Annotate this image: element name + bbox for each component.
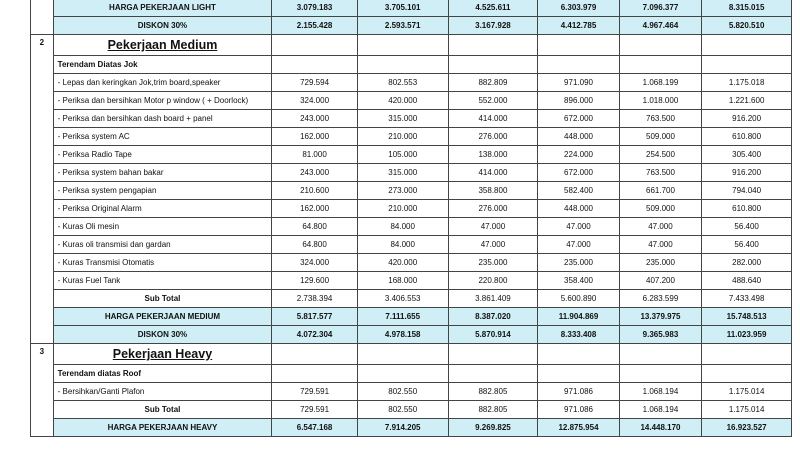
price-cell: 15.748.513 [702,308,792,326]
item-row [31,110,792,128]
empty-cell [619,56,701,74]
price-cell: 3.861.409 [448,290,538,308]
empty-cell [357,56,448,74]
price-cell: 2.155.428 [272,17,358,35]
item-description: - Periksa dan bersihkan Motor p window ( + Doorlock) [53,92,272,110]
price-cell: 7.433.498 [702,290,792,308]
item-row [31,218,792,236]
price-cell: 509.000 [619,128,701,146]
price-cell: 235.000 [448,254,538,272]
empty-cell [272,344,358,365]
price-cell: 56.400 [702,218,792,236]
price-cell: 420.000 [357,92,448,110]
price-cell: 1.068.194 [619,401,701,419]
section-title-row [31,35,792,56]
item-description: - Kuras Transmisi Otomatis [53,254,272,272]
price-cell: 2.593.571 [357,17,448,35]
section-title: Pekerjaan Heavy [53,344,272,365]
empty-cell [702,344,792,365]
item-description: - Kuras Oli mesin [53,218,272,236]
section-subheading-row [31,56,792,74]
item-description: - Periksa system pengapian [53,182,272,200]
price-cell: 802.553 [357,74,448,92]
price-cell: 315.000 [357,164,448,182]
price-cell: 276.000 [448,128,538,146]
price-cell: 243.000 [272,110,358,128]
price-cell: 8.333.408 [538,326,619,344]
empty-cell [538,35,619,56]
price-cell: 129.600 [272,272,358,290]
price-cell: 9.365.983 [619,326,701,344]
price-cell: 84.000 [357,218,448,236]
empty-cell [619,35,701,56]
price-cell: 138.000 [448,146,538,164]
empty-cell [538,365,619,383]
price-cell: 273.000 [357,182,448,200]
price-cell: 47.000 [448,218,538,236]
price-cell: 407.200 [619,272,701,290]
price-cell: 610.800 [702,200,792,218]
item-row [31,164,792,182]
item-row [31,146,792,164]
price-cell: 448.000 [538,128,619,146]
subtotal-row [31,290,792,308]
price-cell: 11.904.869 [538,308,619,326]
price-cell: 162.000 [272,200,358,218]
empty-cell [357,35,448,56]
price-cell: 420.000 [357,254,448,272]
item-description: - Kuras oli transmisi dan gardan [53,236,272,254]
item-description: - Periksa Radio Tape [53,146,272,164]
diskon-row [31,17,792,35]
harga-label: HARGA PEKERJAAN HEAVY [53,419,272,437]
price-cell: 358.400 [538,272,619,290]
price-cell: 1.018.000 [619,92,701,110]
price-cell: 1.175.018 [702,74,792,92]
price-cell: 5.817.577 [272,308,358,326]
price-cell: 488.640 [702,272,792,290]
harga-row [31,308,792,326]
price-cell: 6.283.599 [619,290,701,308]
empty-cell [538,344,619,365]
price-cell: 552.000 [448,92,538,110]
harga-row [31,419,792,437]
empty-cell [702,56,792,74]
price-cell: 882.809 [448,74,538,92]
diskon-label: DISKON 30% [53,326,272,344]
empty-cell [702,35,792,56]
price-cell: 305.400 [702,146,792,164]
price-cell: 162.000 [272,128,358,146]
price-cell: 3.406.553 [357,290,448,308]
subtotal-label: Sub Total [53,290,272,308]
diskon-label: DISKON 30% [53,17,272,35]
price-cell: 414.000 [448,164,538,182]
section-subheading-row [31,365,792,383]
price-cell: 11.023.959 [702,326,792,344]
price-cell: 6.303.979 [538,0,619,17]
item-description: - Bersihkan/Ganti Plafon [53,383,272,401]
empty-cell [272,35,358,56]
price-cell: 729.591 [272,383,358,401]
price-table-body [31,0,792,437]
price-cell: 4.412.785 [538,17,619,35]
price-cell: 235.000 [538,254,619,272]
price-cell: 56.400 [702,236,792,254]
empty-cell [357,344,448,365]
item-row [31,200,792,218]
harga-row [31,0,792,17]
price-cell: 882.805 [448,401,538,419]
price-cell: 47.000 [538,236,619,254]
price-cell: 971.086 [538,383,619,401]
price-cell: 9.269.825 [448,419,538,437]
price-cell: 13.379.975 [619,308,701,326]
empty-cell [702,365,792,383]
price-cell: 324.000 [272,254,358,272]
price-cell: 763.500 [619,110,701,128]
price-cell: 7.096.377 [619,0,701,17]
price-cell: 414.000 [448,110,538,128]
price-cell: 763.500 [619,164,701,182]
item-row [31,236,792,254]
subtotal-row [31,401,792,419]
price-cell: 64.800 [272,218,358,236]
price-cell: 6.547.168 [272,419,358,437]
price-cell: 802.550 [357,383,448,401]
price-cell: 5.870.914 [448,326,538,344]
price-cell: 12.875.954 [538,419,619,437]
price-cell: 168.000 [357,272,448,290]
empty-cell [448,344,538,365]
price-cell: 610.800 [702,128,792,146]
price-cell: 81.000 [272,146,358,164]
section-number: 3 [31,344,54,437]
price-cell: 254.500 [619,146,701,164]
price-cell: 1.175.014 [702,401,792,419]
harga-label: HARGA PEKERJAAN MEDIUM [53,308,272,326]
section-number: 2 [31,35,54,344]
price-cell: 1.175.014 [702,383,792,401]
empty-cell [272,56,358,74]
price-cell: 220.800 [448,272,538,290]
price-cell: 1.068.194 [619,383,701,401]
price-cell: 105.000 [357,146,448,164]
price-cell: 794.040 [702,182,792,200]
price-cell: 916.200 [702,110,792,128]
section-subheading: Terendam diatas Roof [53,365,272,383]
price-cell: 210.000 [357,128,448,146]
price-cell: 16.923.527 [702,419,792,437]
price-cell: 3.167.928 [448,17,538,35]
price-cell: 4.978.158 [357,326,448,344]
item-description: - Lepas dan keringkan Jok,trim board,speaker [53,74,272,92]
price-cell: 8.387.020 [448,308,538,326]
price-cell: 358.800 [448,182,538,200]
price-cell: 448.000 [538,200,619,218]
item-row [31,92,792,110]
item-description: - Periksa dan bersihkan dash board + panel [53,110,272,128]
price-cell: 282.000 [702,254,792,272]
empty-cell [538,56,619,74]
price-cell: 4.525.611 [448,0,538,17]
price-cell: 47.000 [538,218,619,236]
price-cell: 324.000 [272,92,358,110]
price-cell: 7.914.205 [357,419,448,437]
price-cell: 3.079.183 [272,0,358,17]
price-cell: 729.594 [272,74,358,92]
price-cell: 672.000 [538,110,619,128]
section-number [31,0,54,35]
price-cell: 509.000 [619,200,701,218]
price-cell: 84.000 [357,236,448,254]
empty-cell [357,365,448,383]
price-cell: 4.967.464 [619,17,701,35]
subtotal-label: Sub Total [53,401,272,419]
price-cell: 243.000 [272,164,358,182]
price-cell: 47.000 [448,236,538,254]
price-cell: 971.086 [538,401,619,419]
price-cell: 916.200 [702,164,792,182]
empty-cell [448,56,538,74]
section-subheading: Terendam Diatas Jok [53,56,272,74]
price-cell: 1.221.600 [702,92,792,110]
price-cell: 7.111.655 [357,308,448,326]
empty-cell [619,344,701,365]
price-cell: 5.600.890 [538,290,619,308]
item-row [31,128,792,146]
empty-cell [448,35,538,56]
price-cell: 896.000 [538,92,619,110]
price-cell: 47.000 [619,218,701,236]
price-cell: 224.000 [538,146,619,164]
item-description: - Periksa system bahan bakar [53,164,272,182]
price-cell: 47.000 [619,236,701,254]
item-row [31,383,792,401]
price-cell: 14.448.170 [619,419,701,437]
price-cell: 276.000 [448,200,538,218]
empty-cell [272,365,358,383]
item-description: - Kuras Fuel Tank [53,272,272,290]
item-description: - Periksa Original Alarm [53,200,272,218]
price-cell: 661.700 [619,182,701,200]
empty-cell [619,365,701,383]
price-cell: 5.820.510 [702,17,792,35]
price-cell: 210.600 [272,182,358,200]
price-cell: 8.315.015 [702,0,792,17]
price-cell: 802.550 [357,401,448,419]
price-cell: 64.800 [272,236,358,254]
item-row [31,272,792,290]
price-cell: 2.738.394 [272,290,358,308]
section-title: Pekerjaan Medium [53,35,272,56]
price-cell: 971.090 [538,74,619,92]
diskon-row [31,326,792,344]
item-row [31,254,792,272]
price-cell: 210.000 [357,200,448,218]
section-title-row [31,344,792,365]
price-cell: 582.400 [538,182,619,200]
price-cell: 235.000 [619,254,701,272]
item-description: - Periksa system AC [53,128,272,146]
price-cell: 1.068.199 [619,74,701,92]
price-cell: 3.705.101 [357,0,448,17]
harga-label: HARGA PEKERJAAN LIGHT [53,0,272,17]
price-cell: 4.072.304 [272,326,358,344]
price-cell: 729.591 [272,401,358,419]
empty-cell [448,365,538,383]
price-cell: 315.000 [357,110,448,128]
price-table [30,0,792,437]
item-row [31,74,792,92]
item-row [31,182,792,200]
price-cell: 882.805 [448,383,538,401]
price-cell: 672.000 [538,164,619,182]
